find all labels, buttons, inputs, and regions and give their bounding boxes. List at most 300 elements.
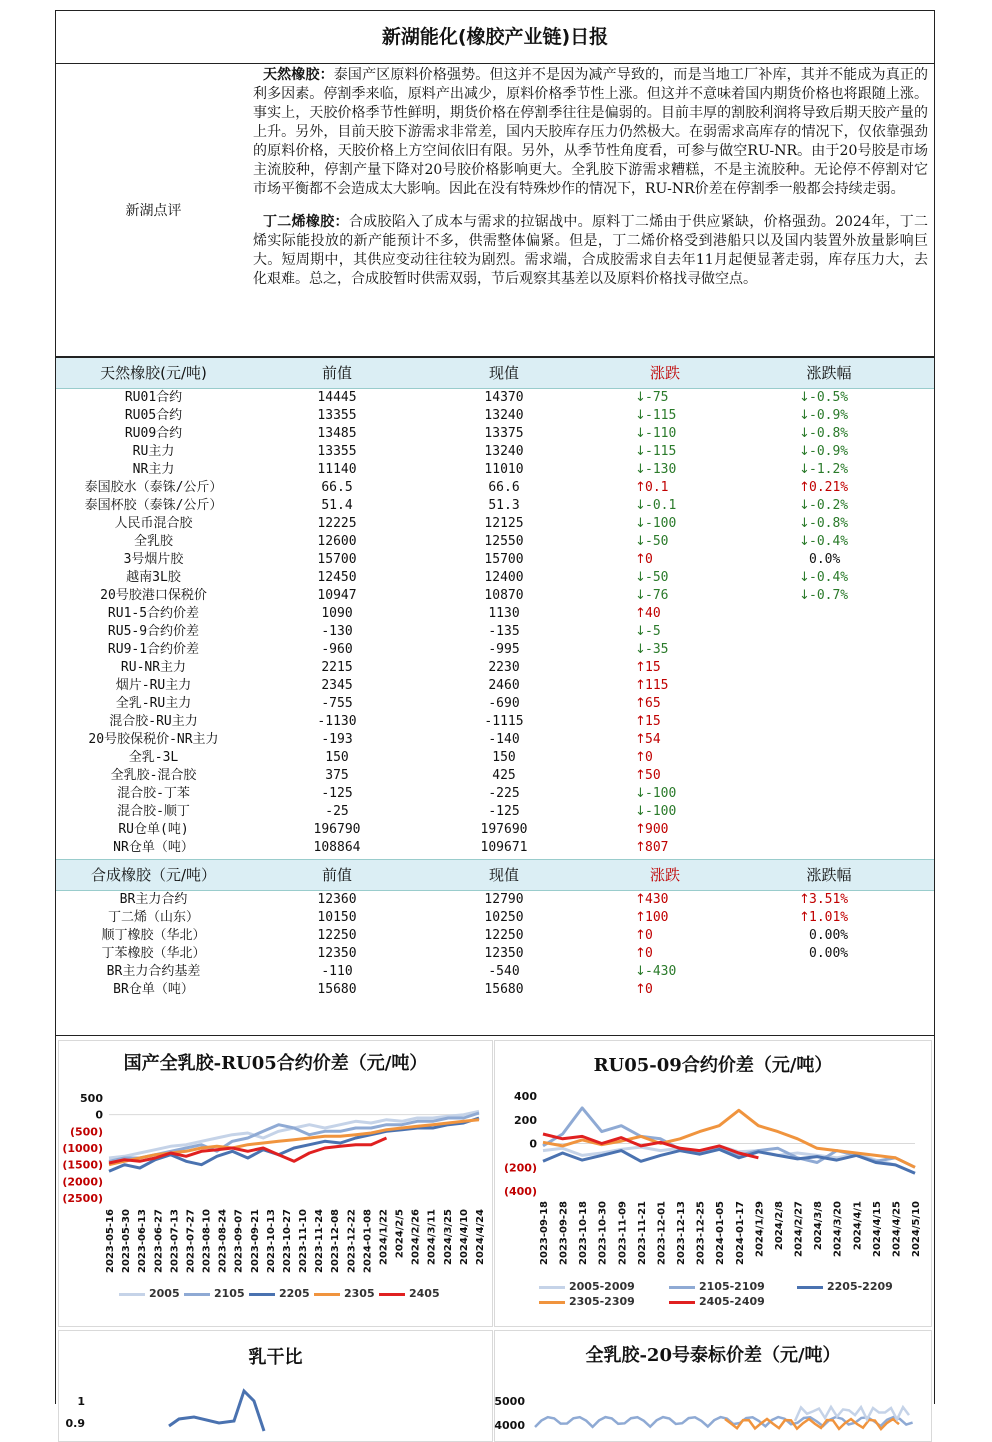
- arrow-down-icon: ↓: [635, 804, 646, 819]
- x-tick-label: 2024/2/5: [394, 1209, 406, 1259]
- row-prev: -193: [321, 732, 353, 747]
- legend-swatch: [314, 1293, 340, 1296]
- row-pct: [739, 443, 919, 461]
- row-chg: [585, 695, 739, 713]
- chg-value: 900: [645, 822, 669, 837]
- row-chg: [585, 479, 739, 497]
- arrow-down-icon: ↓: [799, 588, 810, 603]
- row-pct: [739, 551, 919, 569]
- row-chg: [585, 425, 739, 443]
- row-cur: -540: [488, 964, 520, 979]
- table-row: [56, 963, 934, 981]
- x-tick-label: 2024/4/10: [458, 1209, 470, 1266]
- row-name: NR主力: [132, 462, 175, 477]
- row-pct: [739, 713, 919, 731]
- pct-value: -1.2%: [809, 462, 849, 477]
- row-pct: [739, 803, 919, 821]
- row-prev: 375: [325, 768, 349, 783]
- legend-label: 2005-2009: [569, 1280, 635, 1293]
- x-tick-label: 2024-01-08: [362, 1209, 374, 1273]
- chg-value: -50: [645, 570, 669, 585]
- chg-value: -0.1: [645, 498, 677, 513]
- row-chg: [585, 497, 739, 515]
- chg-value: 15: [645, 714, 661, 729]
- synthetic-rubber-table: [56, 891, 934, 1001]
- arrow-down-icon: ↓: [635, 516, 646, 531]
- row-prev: 13355: [317, 408, 357, 423]
- row-name: RU05合约: [124, 408, 183, 423]
- table-row: [56, 981, 934, 999]
- table-row: [56, 587, 934, 605]
- chg-value: -115: [645, 444, 677, 459]
- legend-item: [184, 1287, 245, 1300]
- row-cur: 150: [492, 750, 516, 765]
- row-prev: -960: [321, 642, 353, 657]
- row-prev: -755: [321, 696, 353, 711]
- y-tick-label: (2000): [62, 1175, 103, 1189]
- chart-ru05-09-spread: [494, 1040, 932, 1327]
- row-chg: [585, 749, 739, 767]
- chg-value: -130: [645, 462, 677, 477]
- arrow-down-icon: ↓: [635, 444, 646, 459]
- row-name: 丁二烯（山东）: [107, 910, 199, 925]
- row-prev: 1090: [321, 606, 353, 621]
- row-chg: [585, 533, 739, 551]
- pct-value: 0.00%: [809, 946, 849, 961]
- x-tick-label: 2023-05-16: [105, 1209, 116, 1273]
- chg-value: -115: [645, 408, 677, 423]
- row-pct: [739, 909, 919, 927]
- x-tick-label: 2023-05-30: [121, 1209, 133, 1273]
- report-title: 新湖能化(橡胶产业链)日报: [56, 11, 934, 64]
- legend-item: [119, 1287, 180, 1300]
- row-name: BR仓单（吨）: [113, 982, 194, 997]
- table-row: [56, 389, 934, 407]
- row-chg: [585, 605, 739, 623]
- row-pct: [739, 641, 919, 659]
- x-tick-label: 2023-11-24: [314, 1209, 326, 1273]
- chart-title: 国产全乳胶-RU05合约价差（元/吨）: [123, 1053, 428, 1074]
- arrow-down-icon: ↓: [799, 534, 810, 549]
- commentary-butadiene-rubber: [253, 213, 928, 289]
- x-tick-label: 2023-11-10: [298, 1209, 310, 1273]
- table-row: [56, 909, 934, 927]
- row-cur: 12250: [484, 928, 524, 943]
- arrow-down-icon: ↓: [635, 534, 646, 549]
- row-pct: [739, 623, 919, 641]
- row-cur: -140: [488, 732, 520, 747]
- row-prev: 12250: [317, 928, 357, 943]
- row-name: 全乳-RU主力: [115, 696, 192, 711]
- x-tick-label: 2024/3/8: [813, 1201, 825, 1251]
- row-prev: 15700: [317, 552, 357, 567]
- row-prev: 10947: [317, 588, 357, 603]
- x-tick-label: 2023-06-27: [153, 1209, 165, 1273]
- pct-value: 0.00%: [809, 928, 849, 943]
- x-tick-label: 2023-10-18: [578, 1201, 590, 1265]
- row-pct: [739, 695, 919, 713]
- pct-value: 1.01%: [809, 910, 849, 925]
- chg-value: -5: [645, 624, 661, 639]
- row-chg: [585, 731, 739, 749]
- x-tick-label: 2023-12-25: [695, 1201, 707, 1265]
- y-tick-label: (1500): [62, 1158, 103, 1172]
- x-tick-label: 2024-01-05: [715, 1201, 727, 1265]
- row-prev: 15680: [317, 982, 357, 997]
- chg-value: 430: [645, 892, 669, 907]
- pct-value: -0.5%: [809, 390, 849, 405]
- table-row: [56, 767, 934, 785]
- chg-value: 40: [645, 606, 661, 621]
- table-row: [56, 695, 934, 713]
- row-cur: 109671: [480, 840, 528, 855]
- row-chg: [585, 461, 739, 479]
- legend-swatch: [539, 1301, 565, 1304]
- table-row: [56, 803, 934, 821]
- row-name: 混合胶-顺丁: [117, 804, 190, 819]
- arrow-down-icon: ↓: [635, 390, 646, 405]
- pct-value: -0.9%: [809, 408, 849, 423]
- row-cur: 11010: [484, 462, 524, 477]
- row-prev: -110: [321, 964, 353, 979]
- pct-value: 0.21%: [809, 480, 849, 495]
- chart-svg: [495, 1331, 931, 1441]
- row-prev: 66.5: [321, 480, 353, 495]
- arrow-up-icon: ↑: [635, 552, 646, 567]
- arrow-down-icon: ↓: [635, 786, 646, 801]
- chart-latex-str20-spread: [494, 1330, 932, 1442]
- chg-value: 65: [645, 696, 661, 711]
- legend-swatch: [669, 1301, 695, 1304]
- x-tick-label: 2023-06-13: [137, 1209, 149, 1273]
- row-chg: [585, 677, 739, 695]
- table-row: [56, 945, 934, 963]
- x-tick-label: 2023-10-30: [597, 1201, 609, 1265]
- arrow-down-icon: ↓: [799, 444, 810, 459]
- pct-value: -0.4%: [809, 534, 849, 549]
- row-cur: 14370: [484, 390, 524, 405]
- legend-label: 2305-2309: [569, 1295, 635, 1308]
- arrow-down-icon: ↓: [635, 624, 646, 639]
- row-chg: [585, 659, 739, 677]
- legend-label: 2105-2109: [699, 1280, 765, 1293]
- row-pct: [739, 785, 919, 803]
- y-tick-label: 500: [80, 1092, 103, 1105]
- row-name: RU9-1合约价差: [107, 642, 200, 657]
- row-chg: [585, 891, 739, 909]
- row-name: 全乳-3L: [128, 750, 179, 765]
- row-name: 20号胶保税价-NR主力: [88, 732, 219, 747]
- row-name: RU仓单(吨): [118, 822, 189, 837]
- row-pct: [739, 389, 919, 407]
- header-name: 天然橡胶(元/吨): [100, 364, 207, 382]
- row-name: 烟片-RU主力: [115, 678, 192, 693]
- header-chg: 涨跌: [649, 866, 680, 884]
- row-chg: [585, 641, 739, 659]
- row-chg: [585, 821, 739, 839]
- row-chg: [585, 927, 739, 945]
- row-chg: [585, 945, 739, 963]
- x-tick-label: 2024/4/25: [891, 1201, 903, 1258]
- chg-value: 0: [645, 946, 653, 961]
- row-prev: 12360: [317, 892, 357, 907]
- natural-rubber-table-header: [56, 358, 934, 389]
- arrow-down-icon: ↓: [635, 498, 646, 513]
- legend-item: [539, 1280, 635, 1293]
- row-prev: -1130: [317, 714, 357, 729]
- x-tick-label: 2024/4/15: [871, 1201, 883, 1258]
- pct-value: 3.51%: [809, 892, 849, 907]
- arrow-down-icon: ↓: [799, 516, 810, 531]
- row-prev: 12600: [317, 534, 357, 549]
- y-tick-label: (400): [503, 1185, 537, 1198]
- x-tick-label: 2024/2/26: [410, 1209, 422, 1266]
- row-pct: [739, 425, 919, 443]
- row-prev: 2345: [321, 678, 353, 693]
- row-pct: [739, 515, 919, 533]
- legend-item: [314, 1287, 375, 1300]
- arrow-down-icon: ↓: [635, 570, 646, 585]
- commentary-label: 新湖点评: [125, 203, 182, 219]
- arrow-up-icon: ↑: [635, 732, 646, 747]
- legend-item: [669, 1280, 765, 1293]
- header-pct: 涨跌幅: [806, 866, 852, 884]
- row-cur: 12550: [484, 534, 524, 549]
- row-cur: 2460: [488, 678, 520, 693]
- row-cur: 51.3: [488, 498, 520, 513]
- pct-value: -0.8%: [809, 516, 849, 531]
- chart-latex-ru05-spread: [58, 1040, 493, 1327]
- row-pct: [739, 479, 919, 497]
- x-tick-label: 2024/3/11: [426, 1209, 438, 1266]
- chg-value: 115: [645, 678, 669, 693]
- row-cur: 10870: [484, 588, 524, 603]
- y-tick-label: 0: [529, 1137, 537, 1151]
- legend-label: 2205-2209: [827, 1280, 893, 1293]
- row-name: RU09合约: [124, 426, 183, 441]
- arrow-up-icon: ↑: [799, 480, 810, 495]
- arrow-up-icon: ↑: [635, 714, 646, 729]
- row-prev: 11140: [317, 462, 357, 477]
- table-row: [56, 677, 934, 695]
- x-tick-label: 2024/2/27: [793, 1201, 805, 1258]
- y-tick-label: (2500): [62, 1192, 103, 1205]
- chg-value: -430: [645, 964, 677, 979]
- spacer: [56, 1001, 934, 1036]
- chg-value: 0: [645, 750, 653, 765]
- x-tick-label: 2024/3/25: [442, 1209, 454, 1266]
- row-prev: 108864: [313, 840, 361, 855]
- y-tick-label: 200: [514, 1113, 537, 1127]
- row-prev: 12450: [317, 570, 357, 585]
- commentary-text: [251, 64, 934, 356]
- row-pct: [739, 821, 919, 839]
- row-cur: 15700: [484, 552, 524, 567]
- x-tick-label: 2023-07-13: [169, 1209, 181, 1273]
- charts-area: [56, 1036, 934, 1436]
- arrow-up-icon: ↑: [635, 750, 646, 765]
- row-name: 混合胶-RU主力: [109, 714, 198, 729]
- row-prev: 13355: [317, 444, 357, 459]
- arrow-up-icon: ↑: [635, 982, 646, 997]
- arrow-up-icon: ↑: [635, 928, 646, 943]
- legend-label: 2105: [214, 1287, 245, 1300]
- chg-value: 0: [645, 982, 653, 997]
- arrow-down-icon: ↓: [799, 498, 810, 513]
- chg-value: 0.1: [645, 480, 669, 495]
- series-line: [169, 1391, 264, 1431]
- table-row: [56, 731, 934, 749]
- pct-value: -0.8%: [809, 426, 849, 441]
- commentary-section: [56, 64, 934, 358]
- table-row: [56, 569, 934, 587]
- row-pct: [739, 927, 919, 945]
- row-cur: -690: [488, 696, 520, 711]
- y-tick-label: 0: [95, 1108, 103, 1122]
- legend-swatch: [249, 1293, 275, 1296]
- row-name: 20号胶港口保税价: [100, 588, 207, 603]
- row-chg: [585, 839, 739, 857]
- table-row: [56, 425, 934, 443]
- row-name: RU-NR主力: [120, 660, 187, 675]
- table-row: [56, 641, 934, 659]
- x-tick-label: 2023-10-27: [281, 1209, 293, 1273]
- row-chg: [585, 767, 739, 785]
- table-row: [56, 551, 934, 569]
- row-chg: [585, 785, 739, 803]
- x-tick-label: 2023-12-13: [676, 1201, 688, 1265]
- header-chg: 涨跌: [649, 364, 680, 382]
- arrow-up-icon: ↑: [635, 910, 646, 925]
- pct-value: -0.2%: [809, 498, 849, 513]
- row-prev: 150: [325, 750, 349, 765]
- legend-label: 2405: [409, 1287, 440, 1300]
- chg-value: 54: [645, 732, 661, 747]
- table-row: [56, 839, 934, 857]
- x-tick-label: 2024/1/22: [378, 1209, 390, 1266]
- synthetic-rubber-table-header: [56, 860, 934, 891]
- table-row: [56, 785, 934, 803]
- row-prev: 51.4: [321, 498, 353, 513]
- row-prev: 196790: [313, 822, 361, 837]
- row-pct: [739, 767, 919, 785]
- table-row: [56, 515, 934, 533]
- y-tick-label: (500): [69, 1125, 103, 1139]
- x-tick-label: 2024/5/10: [911, 1201, 922, 1258]
- chg-value: 0: [645, 552, 653, 567]
- x-tick-label: 2023-11-21: [636, 1201, 648, 1265]
- series-line: [725, 1419, 899, 1429]
- table-row: [56, 461, 934, 479]
- table-row: [56, 605, 934, 623]
- row-cur: 13240: [484, 408, 524, 423]
- legend-swatch: [379, 1293, 405, 1296]
- x-tick-label: 2024/1/29: [754, 1201, 766, 1258]
- legend-label: 2405-2409: [699, 1295, 765, 1308]
- row-cur: -135: [488, 624, 520, 639]
- legend-item: [669, 1295, 765, 1308]
- arrow-down-icon: ↓: [799, 408, 810, 423]
- natural-rubber-heading: 天然橡胶：: [263, 67, 334, 83]
- butadiene-rubber-heading: 丁二烯橡胶：: [263, 214, 349, 230]
- chg-value: 15: [645, 660, 661, 675]
- row-prev: 14445: [317, 390, 357, 405]
- arrow-up-icon: ↑: [635, 660, 646, 675]
- row-name: BR主力合约基差: [106, 964, 201, 979]
- chg-value: 50: [645, 768, 661, 783]
- row-chg: [585, 551, 739, 569]
- row-pct: [739, 891, 919, 909]
- row-cur: 12350: [484, 946, 524, 961]
- row-chg: [585, 515, 739, 533]
- table-row: [56, 927, 934, 945]
- pct-value: -0.4%: [809, 570, 849, 585]
- table-row: [56, 659, 934, 677]
- chart-title: RU05-09合约价差（元/吨）: [593, 1055, 833, 1076]
- table-row: [56, 821, 934, 839]
- chart-latex-dry-ratio: [58, 1330, 493, 1442]
- row-pct: [739, 677, 919, 695]
- series-line-2305-2309: [543, 1110, 915, 1167]
- table-row: [56, 713, 934, 731]
- arrow-down-icon: ↓: [799, 570, 810, 585]
- arrow-up-icon: ↑: [799, 910, 810, 925]
- row-cur: 13240: [484, 444, 524, 459]
- row-prev: -125: [321, 786, 353, 801]
- x-tick-label: 2023-09-21: [249, 1209, 261, 1273]
- row-chg: [585, 389, 739, 407]
- natural-rubber-body: 泰国产区原料价格强势。但这并不是因为减产导致的，而是当地工厂补库，其并不能成为真正的利多因素。停割季来临，原料产出减少，原料价格季节性上涨。但这并不意味着国内期货价格也将跟随上涨。事实上，天胶价格季节性鲜明，期货价格在停割季往往是偏弱的。目前丰厚的割胶利润将导致后期天胶产量的上升。另外，目前天胶下游需求非常差，国内天胶库存压力仍然极大。在弱需求高库存的情况下，仅依靠强劲的原料价格，天胶价格上方空间依旧有限。另外，从季节性角度看，可参与做空RU-NR。由于20号胶是市场主流胶种，停割产量下降对20号胶价格影响更大。全乳胶下游需求糟糕，不是主流胶种。无论停不停割对它市场平衡都不会造成太大影响。因此在没有特殊炒作的情况下，RU-NR价差在停割季一般都会持续走弱。: [253, 67, 929, 197]
- row-pct: [739, 963, 919, 981]
- row-name: RU主力: [132, 444, 175, 459]
- row-cur: 15680: [484, 982, 524, 997]
- row-pct: [739, 749, 919, 767]
- commentary-natural-rubber: [253, 66, 928, 199]
- x-tick-label: 2023-10-13: [265, 1209, 277, 1273]
- arrow-up-icon: ↑: [635, 678, 646, 693]
- x-tick-label: 2023-09-28: [558, 1201, 570, 1265]
- row-name: 泰国杯胶（泰铢/公斤）: [84, 498, 223, 513]
- row-pct: [739, 497, 919, 515]
- row-cur: 2230: [488, 660, 520, 675]
- pct-value: 0.0%: [809, 552, 841, 567]
- chg-value: -76: [645, 588, 669, 603]
- legend-label: 2205: [279, 1287, 310, 1300]
- row-chg: [585, 587, 739, 605]
- row-chg: [585, 909, 739, 927]
- x-tick-label: 2024/2/8: [773, 1201, 785, 1251]
- chg-value: -75: [645, 390, 669, 405]
- row-name: 全乳胶-混合胶: [110, 768, 197, 783]
- arrow-down-icon: ↓: [635, 964, 646, 979]
- row-cur: 425: [492, 768, 516, 783]
- row-cur: 197690: [480, 822, 528, 837]
- row-pct: [739, 605, 919, 623]
- chart-svg: [59, 1041, 492, 1326]
- y-tick-label: (1000): [62, 1142, 103, 1155]
- butadiene-rubber-body: 合成胶陷入了成本与需求的拉锯战中。原料丁二烯由于供应紧缺，价格强劲。2024年，丁二烯实际能投放的新产能预计不多，供需整体偏紧。但是，丁二烯价格受到港船只以及国内装置外放量影响巨大。短周期中，其供应变动往往较为剧烈。需求端，合成胶需求自去年11月起便显著走弱，库存压力大，去化艰难。总之，合成胶暂时供需双弱，节后观察其基差以及原料价格找寻做空点。: [253, 214, 928, 287]
- row-prev: 12225: [317, 516, 357, 531]
- chg-value: 0: [645, 928, 653, 943]
- y-tick-label: 5000: [494, 1395, 525, 1408]
- legend-item: [539, 1295, 635, 1308]
- x-tick-label: 2023-08-24: [217, 1209, 229, 1273]
- row-cur: 13375: [484, 426, 524, 441]
- legend-swatch: [669, 1286, 695, 1289]
- table-row: [56, 623, 934, 641]
- row-name: 3号烟片胶: [123, 552, 184, 567]
- table-row: [56, 443, 934, 461]
